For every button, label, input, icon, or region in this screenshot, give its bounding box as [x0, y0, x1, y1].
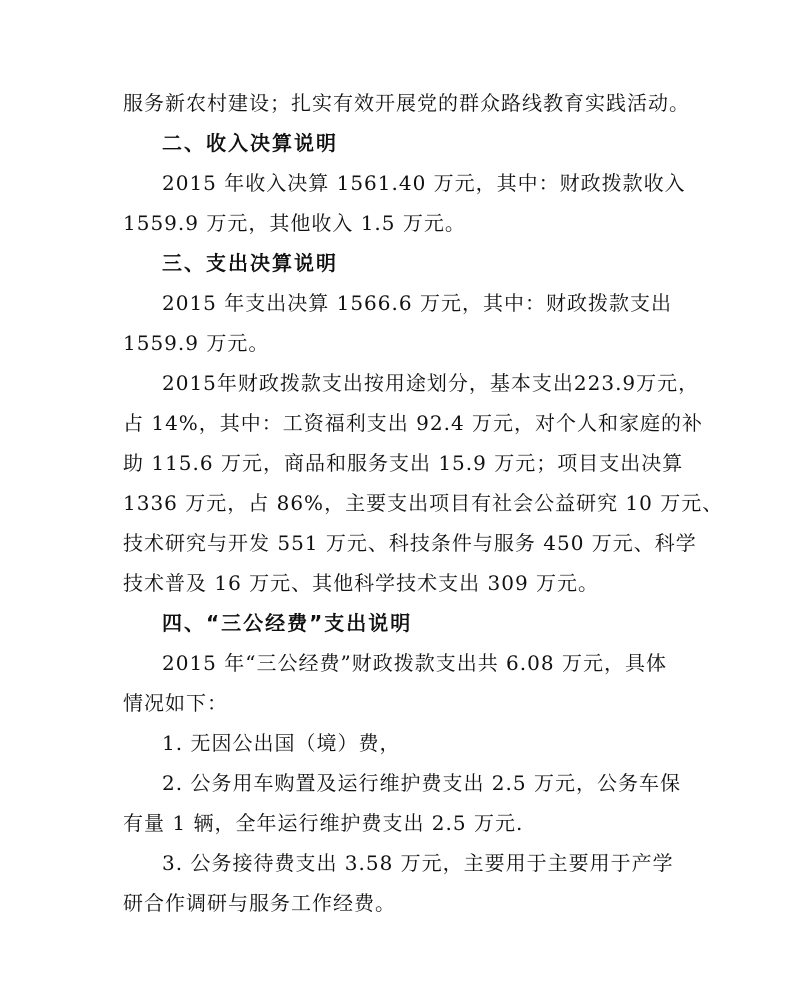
paragraph-line: 服务新农村建设；扎实有效开展党的群众路线教育实践活动。 [123, 91, 690, 115]
paragraph-line: 有量 1 辆，全年运行维护费支出 2.5 万元. [123, 811, 524, 835]
paragraph-line: 2015 年收入决算 1561.40 万元，其中：财政拨款收入 [162, 171, 686, 195]
section-heading-income: 二、收入决算说明 [162, 131, 338, 155]
paragraph-line: 1559.9 万元。 [123, 331, 270, 355]
paragraph-line: 2015 年支出决算 1566.6 万元，其中：财政拨款支出 [162, 291, 672, 315]
paragraph-line: 研合作调研与服务工作经费。 [123, 891, 396, 915]
paragraph-line: 技术研究与开发 551 万元、科技条件与服务 450 万元、科学 [123, 531, 697, 555]
paragraph-line: 助 115.6 万元，商品和服务支出 15.9 万元；项目支出决算 [123, 451, 684, 475]
list-item: 3. 公务接待费支出 3.58 万元，主要用于主要用于产学 [162, 851, 674, 875]
paragraph-line: 情况如下： [123, 691, 228, 715]
paragraph-line: 技术普及 16 万元、其他科学技术支出 309 万元。 [123, 571, 600, 595]
list-item: 1. 无因公出国（境）费， [162, 731, 401, 755]
paragraph-line: 占 14%，其中：工资福利支出 92.4 万元，对个人和家庭的补 [123, 411, 704, 435]
paragraph-line: 2015年财政拨款支出按用途划分，基本支出223.9万元， [162, 371, 700, 395]
list-item: 2. 公务用车购置及运行维护费支出 2.5 万元，公务车保 [162, 771, 681, 795]
paragraph-line: 1559.9 万元，其他收入 1.5 万元。 [123, 211, 466, 235]
paragraph-line: 1336 万元，占 86%，主要支出项目有社会公益研究 10 万元、 [123, 491, 724, 515]
paragraph-line: 2015 年“三公经费”财政拨款支出共 6.08 万元，具体 [162, 651, 667, 675]
section-heading-three-public-expenses: 四、“三公经费”支出说明 [162, 611, 413, 635]
section-heading-expenditure: 三、支出决算说明 [162, 251, 338, 275]
